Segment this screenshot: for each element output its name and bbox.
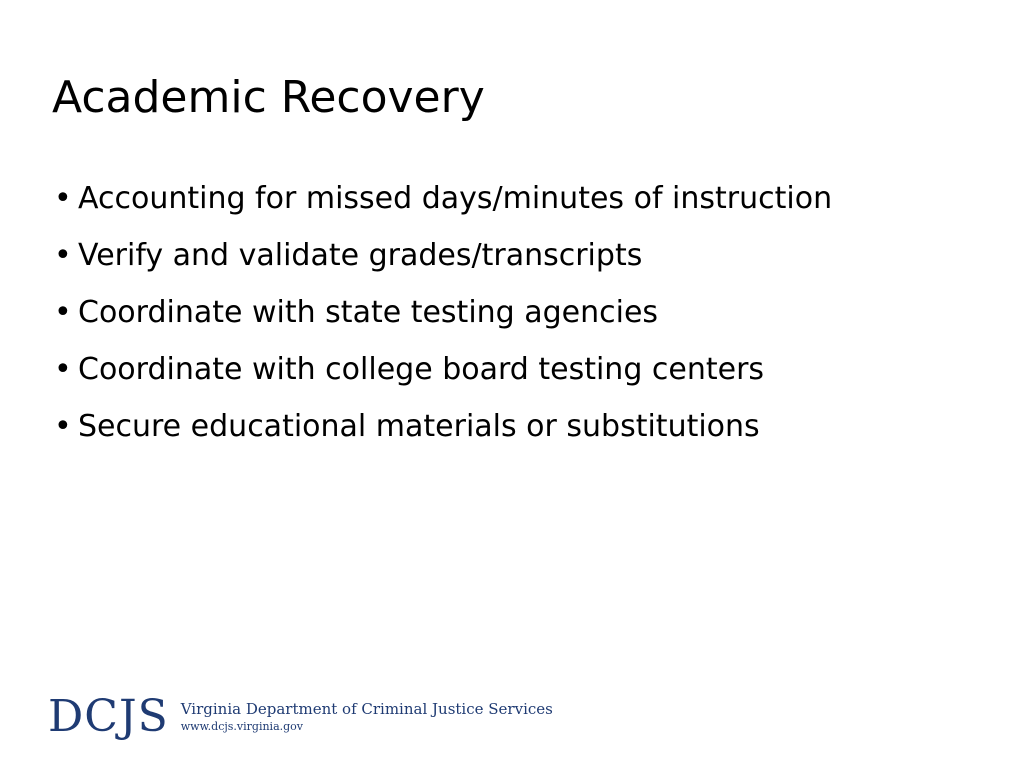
bullet-item xyxy=(54,233,832,290)
bullet-dot-icon: • xyxy=(54,352,72,387)
bullet-item xyxy=(54,176,832,233)
bullet-dot-icon: • xyxy=(54,409,72,444)
agency-info xyxy=(181,700,553,734)
bullet-dot-icon: • xyxy=(54,181,72,216)
slide-title: Academic Recovery xyxy=(52,72,485,123)
agency-name: Virginia Department of Criminal Justice Services xyxy=(180,700,553,718)
bullet-item xyxy=(54,290,832,347)
bullet-text: Verify and validate grades/transcripts xyxy=(78,238,643,273)
bullet-item xyxy=(54,347,832,404)
dcjs-logo: DCJS xyxy=(48,691,169,742)
bullet-text: Coordinate with college board testing centers xyxy=(78,352,765,387)
bullet-dot-icon: • xyxy=(54,295,72,330)
footer xyxy=(48,693,553,741)
agency-url: www.dcjs.virginia.gov xyxy=(180,720,304,733)
bullet-item xyxy=(54,404,832,461)
bullet-text: Accounting for missed days/minutes of instruction xyxy=(78,181,833,216)
bullet-text: Coordinate with state testing agencies xyxy=(78,295,659,330)
bullet-dot-icon: • xyxy=(54,238,72,273)
bullet-text: Secure educational materials or substitutions xyxy=(78,409,760,444)
bullet-list xyxy=(54,176,832,461)
